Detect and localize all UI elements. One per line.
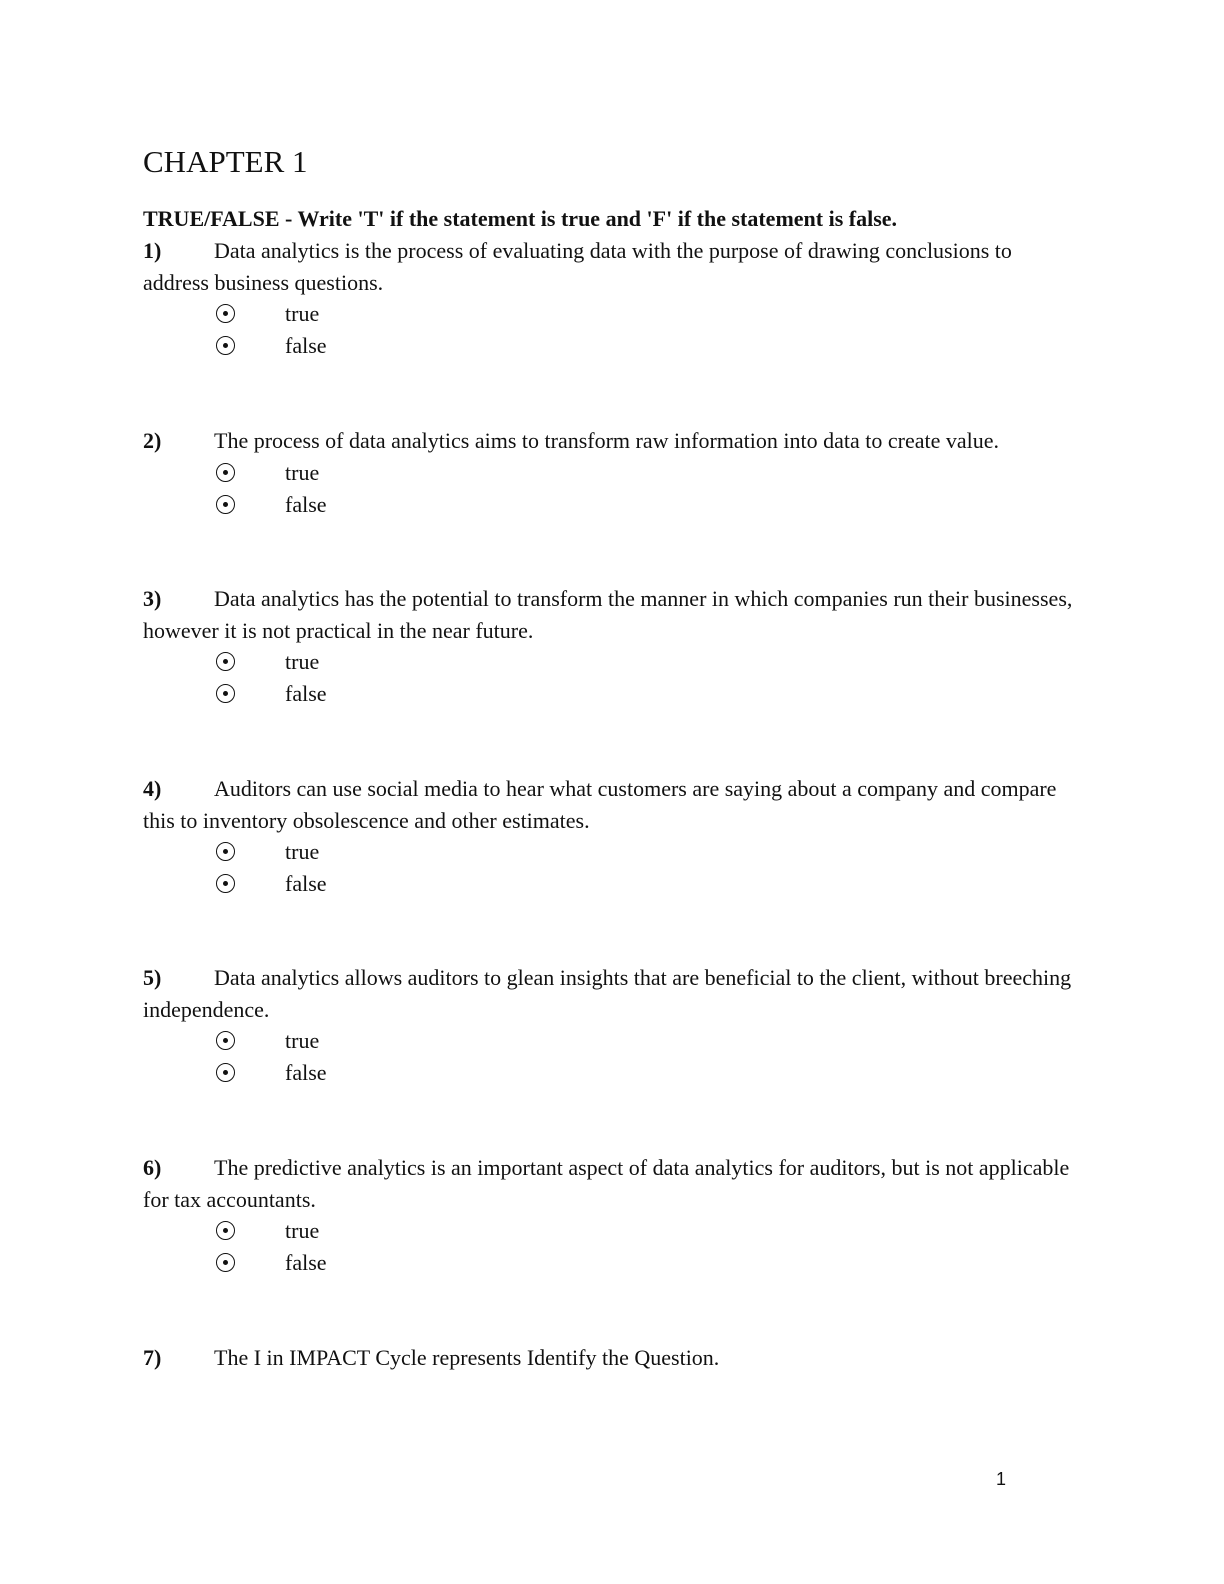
page-number: 1: [996, 1469, 1007, 1489]
option-true[interactable]: [143, 1025, 1073, 1057]
question-1: [143, 235, 1073, 362]
question-3: [143, 583, 1073, 710]
question-statement: Data analytics is the process of evaluating data with the purpose of drawing conclusions to address business questions.: [143, 238, 1012, 295]
option-label: true: [285, 459, 320, 485]
option-label: true: [285, 649, 320, 674]
radio-icon[interactable]: [216, 652, 235, 671]
radio-icon[interactable]: [216, 495, 235, 514]
option-true[interactable]: [143, 836, 1073, 868]
question-text: [143, 425, 1073, 457]
radio-icon[interactable]: [216, 463, 235, 482]
question-statement: The process of data analytics aims to transform raw information into data to create value.: [214, 428, 999, 453]
question-5: [143, 962, 1073, 1089]
question-statement: Data analytics allows auditors to glean insights that are beneficial to the client, without breeching independence.: [143, 965, 1072, 1022]
question-text: [143, 583, 1073, 646]
option-label: false: [285, 491, 327, 517]
question-statement: Auditors can use social media to hear what customers are saying about a company and compare this to inventory obsolescence and other estimates.: [143, 776, 1057, 833]
option-label: false: [285, 1250, 327, 1275]
option-label: false: [285, 1060, 327, 1085]
option-label: false: [285, 333, 327, 358]
question-number: 6): [143, 1155, 162, 1180]
option-false[interactable]: [143, 1057, 1073, 1089]
question-7: [143, 1342, 1073, 1374]
radio-icon[interactable]: [216, 1063, 235, 1082]
question-2: [143, 425, 1073, 521]
question-text: [143, 773, 1073, 836]
question-text: [143, 962, 1073, 1025]
radio-icon[interactable]: [216, 1253, 235, 1272]
option-false[interactable]: [143, 330, 1073, 362]
option-false[interactable]: [143, 678, 1073, 710]
question-number: 7): [143, 1345, 162, 1370]
option-false[interactable]: [143, 489, 1073, 521]
option-label: true: [285, 1218, 320, 1243]
question-number: 4): [143, 776, 162, 801]
instructions: TRUE/FALSE - Write 'T' if the statement is true and 'F' if the statement is false.: [143, 206, 898, 231]
question-text: [143, 1342, 1073, 1374]
radio-icon[interactable]: [216, 304, 235, 323]
question-number: 3): [143, 586, 162, 611]
question-number: 1): [143, 238, 162, 263]
option-true[interactable]: [143, 298, 1073, 330]
option-label: true: [285, 839, 320, 864]
option-true[interactable]: [143, 457, 1073, 489]
option-false[interactable]: [143, 1247, 1073, 1279]
option-label: false: [285, 871, 327, 896]
option-label: false: [285, 681, 327, 706]
question-number: 5): [143, 965, 162, 990]
question-statement: The predictive analytics is an important aspect of data analytics for auditors, but is not applicable for tax accountants.: [143, 1155, 1070, 1212]
question-statement: Data analytics has the potential to transform the manner in which companies run their businesses, however it is not practical in the near future.: [143, 586, 1073, 643]
radio-icon[interactable]: [216, 1031, 235, 1050]
question-6: [143, 1152, 1073, 1279]
radio-icon[interactable]: [216, 1221, 235, 1240]
chapter-title: CHAPTER 1: [143, 144, 308, 179]
question-number: 2): [143, 428, 162, 453]
option-true[interactable]: [143, 646, 1073, 678]
radio-icon[interactable]: [216, 684, 235, 703]
question-text: [143, 235, 1073, 298]
option-label: true: [285, 301, 320, 326]
option-label: true: [285, 1028, 320, 1053]
option-false[interactable]: [143, 868, 1073, 900]
question-4: [143, 773, 1073, 900]
question-text: [143, 1152, 1073, 1215]
radio-icon[interactable]: [216, 336, 235, 355]
radio-icon[interactable]: [216, 874, 235, 893]
radio-icon[interactable]: [216, 842, 235, 861]
question-statement: The I in IMPACT Cycle represents Identify the Question.: [214, 1345, 720, 1370]
option-true[interactable]: [143, 1215, 1073, 1247]
